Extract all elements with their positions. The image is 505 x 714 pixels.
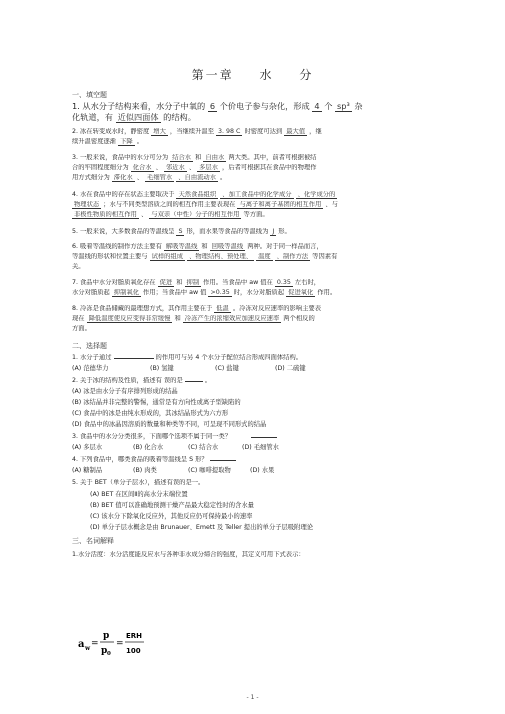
answer: 毛细管水 bbox=[147, 174, 173, 181]
c5-option-d: (D) 单分子层水概念是由 Brunauer、Emett 及 Teller 提出的单分子层吸附理论 bbox=[90, 524, 314, 531]
text: 形。 bbox=[278, 228, 291, 235]
blank bbox=[210, 460, 236, 461]
q4-line1 bbox=[72, 191, 442, 199]
text: 4. 水在食品中的存在状态主要取决于 bbox=[72, 191, 175, 198]
answer: S bbox=[178, 228, 183, 235]
c3-question bbox=[72, 433, 442, 441]
chapter-title bbox=[0, 66, 505, 83]
text: 用方式细分为 bbox=[72, 174, 110, 181]
c1-option-d: (D) 二硫键 bbox=[275, 365, 306, 372]
answer: 降低温度使反应变得非常缓慢 bbox=[88, 315, 171, 322]
answer: 、物理结构、预处理、 bbox=[189, 253, 253, 260]
text: 。 bbox=[220, 174, 227, 181]
c2-option-d: (D) 食品中的冰晶因溶质的数量和种类等不同，可呈现不同形式的结晶 bbox=[72, 421, 267, 428]
formula-erh: ERH bbox=[126, 632, 143, 640]
chapter-word-1: 水 bbox=[259, 68, 274, 82]
answer: 低温 bbox=[216, 305, 229, 312]
text: 关。 bbox=[72, 263, 85, 270]
answer: >0.35 bbox=[210, 289, 230, 296]
text: 值 bbox=[200, 289, 207, 296]
c5-option-c: (C) 该水分下除氧化反应外，其他反应仍可保持最小的速率 bbox=[90, 513, 253, 520]
answer: 冷冻产生的浓缩效应加速反应速率 bbox=[184, 315, 280, 322]
text: 杂 bbox=[354, 101, 363, 111]
answer: 与双亲（中性）分子的相互作用 bbox=[151, 211, 240, 218]
text: 等因素有 bbox=[312, 253, 338, 260]
q4-line3 bbox=[72, 211, 442, 219]
text: 作用。 bbox=[317, 289, 337, 296]
answer: 天然食品组织 bbox=[178, 191, 217, 198]
text: 1. 水分子通过 bbox=[72, 354, 112, 361]
text: 4. 下列食品中，哪类食品的吸着等温线呈 bbox=[72, 456, 188, 463]
text: 续升温密度逐渐 bbox=[72, 138, 117, 145]
answer: 结合水 bbox=[172, 154, 192, 161]
text: 、 bbox=[140, 211, 148, 218]
text: 现在 bbox=[72, 315, 85, 322]
answer: 下降 bbox=[120, 138, 133, 145]
q7-line2 bbox=[72, 289, 442, 297]
c1-question bbox=[72, 354, 442, 362]
answer: 温度 bbox=[258, 253, 271, 260]
answer: 、制作方法 bbox=[276, 253, 309, 260]
c1-option-c: (C) 盐键 bbox=[215, 365, 239, 372]
formula-p: p bbox=[103, 631, 110, 641]
text: 、与 bbox=[325, 201, 338, 208]
formula-p0-sub: 0 bbox=[107, 651, 111, 657]
formula-aw: a bbox=[78, 639, 85, 650]
q1-line1 bbox=[72, 101, 442, 112]
answer: 、自由流动水 bbox=[178, 174, 216, 181]
answer: 最大值 bbox=[286, 128, 306, 135]
q1-line2 bbox=[72, 112, 442, 123]
answer: 6 bbox=[209, 101, 216, 111]
answer: 促进氧化 bbox=[288, 289, 314, 296]
formula-p0: p bbox=[101, 646, 108, 656]
text: 等方面。 bbox=[243, 211, 269, 218]
c5-question: 5. 关于 BET（单分子层水），描述有误的是一。 bbox=[72, 479, 205, 486]
c1-option-a: (A) 范德华力 bbox=[72, 365, 109, 372]
text: ，继 bbox=[309, 128, 322, 135]
q6-line1 bbox=[72, 243, 442, 251]
text: 个价电子参与杂化，形成 bbox=[219, 101, 310, 111]
answer: sp³ bbox=[337, 101, 350, 111]
section-fill-blank: 一、填空题 bbox=[72, 91, 107, 99]
q6-line3 bbox=[72, 263, 442, 271]
q8-line2 bbox=[72, 315, 442, 323]
q3-line3 bbox=[72, 174, 442, 182]
text: 3. 食品中的水分分类很多，下面哪个选项不属于同一类？ bbox=[72, 433, 232, 440]
c4-option-c: (C) 咖啡提取物 bbox=[188, 467, 231, 474]
answer: 非极性物质的相互作用 bbox=[74, 211, 137, 218]
text: 、 bbox=[136, 174, 143, 181]
q7-line1 bbox=[72, 279, 442, 287]
text: 的结构。 bbox=[163, 112, 196, 122]
text: 5. 一般来说，大多数食品的等温线呈 bbox=[72, 228, 175, 235]
answer: 0.35 bbox=[276, 279, 291, 286]
text: 1. 从水分子结构来看，水分子中氧的 bbox=[72, 101, 206, 111]
text: 时，水分对脂质起 bbox=[233, 289, 285, 296]
text: 。 bbox=[136, 138, 143, 145]
answer: J bbox=[272, 228, 275, 235]
text: 化轨道，有 bbox=[72, 112, 113, 122]
c5-option-a: (A) BET 在区间Ⅱ的高水分末端位置 bbox=[90, 491, 188, 498]
chapter-number: 第一章 bbox=[191, 68, 234, 82]
blank bbox=[185, 381, 203, 382]
text: 个 bbox=[324, 101, 333, 111]
q2-line1 bbox=[72, 128, 442, 136]
text: 合的牢固程度细分为 bbox=[72, 164, 129, 171]
c5-option-b: (B) BET 值可以准确地预测干燥产品最大稳定性时的含水量 bbox=[90, 502, 254, 509]
text: 左右时， bbox=[294, 279, 321, 286]
c3-option-d: (D) 毛细管水 bbox=[242, 444, 279, 451]
section-terms: 三、名词解释 bbox=[72, 537, 114, 545]
term-water-activity: 1.水分活度：水分活度能反应水与各种非水成分缔合的强度，其定义可用下式表示： bbox=[72, 551, 305, 558]
text: S 形？ bbox=[189, 456, 208, 463]
text: 水分对脂质起 bbox=[72, 289, 110, 296]
c2-question bbox=[72, 377, 442, 385]
text: aw bbox=[189, 289, 199, 296]
text: 和 bbox=[201, 243, 208, 250]
q5-line1 bbox=[72, 228, 442, 236]
text: 等温线的形状和位置主要与 bbox=[72, 253, 148, 260]
q2-line2 bbox=[72, 138, 442, 146]
text: 6. 吸着等温线的制作方法主要有 bbox=[72, 243, 162, 250]
text: ；水与不同类型溶质之间的相互作用主要表现在 bbox=[103, 201, 236, 208]
text: aw bbox=[249, 279, 259, 286]
text: 两种。对于同一样品而言， bbox=[247, 243, 323, 250]
text: 时密度可达到 bbox=[244, 128, 283, 135]
c2-option-a: (A) 冰是由水分子有序排列形成的结晶 bbox=[72, 388, 178, 395]
answer: 自由水 bbox=[205, 154, 225, 161]
text: 和 bbox=[176, 279, 183, 286]
answer: 增大 bbox=[153, 128, 166, 135]
q8-line3 bbox=[72, 325, 442, 333]
formula-aw-sub: w bbox=[85, 645, 91, 652]
c4-option-d: (D) 水果 bbox=[250, 467, 275, 474]
q6-line2 bbox=[72, 253, 442, 261]
text: 。 bbox=[204, 377, 212, 384]
c4-option-a: (A) 糖制品 bbox=[72, 467, 103, 474]
answer: 物理状态 bbox=[74, 201, 100, 208]
blank bbox=[114, 358, 154, 359]
answer: 、加工食品中的化学成分 bbox=[222, 191, 292, 198]
text: 3. 一般来说，食品中的水分可分为 bbox=[72, 154, 169, 161]
text: 形，而水果等食品的等温线为 bbox=[186, 228, 269, 235]
c4-question bbox=[72, 456, 442, 464]
answer: 抑制 bbox=[186, 279, 200, 286]
text: 方面。 bbox=[72, 325, 91, 332]
answer: 解吸等温线 bbox=[165, 243, 198, 250]
text: 两个相反的 bbox=[283, 315, 315, 322]
formula-eq2: = bbox=[116, 639, 124, 649]
c3-option-b: (B) 化合水 bbox=[133, 444, 164, 451]
formula-100: 100 bbox=[126, 647, 141, 655]
q3-line2 bbox=[72, 164, 442, 172]
answer: 促进 bbox=[159, 279, 173, 286]
text: 2. 冰在转变成水时，静密度 bbox=[72, 128, 150, 135]
text: 和 bbox=[174, 315, 181, 322]
water-activity-formula bbox=[76, 626, 146, 660]
answer: 4 bbox=[314, 101, 320, 111]
text: 8. 冷冻是食品储藏的最理想方式，其作用主要在于 bbox=[72, 305, 213, 312]
c2-option-c: (C) 食品中的冰是由纯水形成的，其冰结晶形式为六方形 bbox=[72, 410, 229, 417]
text: 和 bbox=[195, 154, 202, 161]
answer: 多层水 bbox=[199, 164, 219, 171]
answer: 抑制氧化 bbox=[113, 289, 139, 296]
answer: 化合水 bbox=[132, 164, 152, 171]
q4-line2 bbox=[72, 201, 442, 209]
answer: 、化学成分的 bbox=[297, 191, 336, 198]
text: 、 bbox=[155, 164, 162, 171]
blank bbox=[251, 437, 277, 438]
c2-option-b: (B) 冰结晶并非完整的警惕，通常是有方向性或离子型缺陷的 bbox=[72, 399, 241, 406]
text: 、 bbox=[188, 164, 196, 171]
answer: 试样的组成 bbox=[151, 253, 184, 260]
c3-option-c: (C) 结合水 bbox=[188, 444, 219, 451]
c4-option-b: (B) 肉类 bbox=[133, 467, 157, 474]
text: 作用；当食品中 bbox=[143, 289, 188, 296]
text: 2. 关于冰的结构及性质，描述有 误的是 bbox=[72, 377, 183, 384]
answer: 回吸等温线 bbox=[211, 243, 244, 250]
text: 。冷冻对反应速率的影响主要表 bbox=[232, 305, 322, 312]
text: 两大类。其中，前者可根据被结 bbox=[228, 154, 317, 161]
text: 作用。当食品中 bbox=[203, 279, 248, 286]
text: 7. 食品中水分对脂质氧化存在 bbox=[72, 279, 156, 286]
q8-line1 bbox=[72, 305, 442, 313]
page-number: - 1 - bbox=[246, 694, 259, 701]
chapter-word-2: 分 bbox=[299, 68, 314, 82]
text: 的作用可与另 4 个水分子配位结合形成四面体结构。 bbox=[155, 354, 303, 361]
answer: 邻近水 bbox=[165, 164, 185, 171]
formula-eq1: = bbox=[91, 639, 99, 649]
answer: 与离子和离子基团的相互作用 bbox=[239, 201, 322, 208]
q3-line1 bbox=[72, 154, 442, 162]
c1-option-b: (B) 氢键 bbox=[150, 365, 174, 372]
answer: 3. 98 C bbox=[218, 128, 241, 135]
c3-option-a: (A) 多层水 bbox=[72, 444, 103, 451]
answer: 滞化水 bbox=[113, 174, 133, 181]
text: 值在 bbox=[260, 279, 273, 286]
text: ，当继续升温至 bbox=[169, 128, 214, 135]
section-choice: 二、选择题 bbox=[72, 342, 107, 350]
answer: 近似四面体 bbox=[117, 112, 159, 122]
text: ，后者可根据其在食品中的物理作 bbox=[222, 164, 317, 171]
